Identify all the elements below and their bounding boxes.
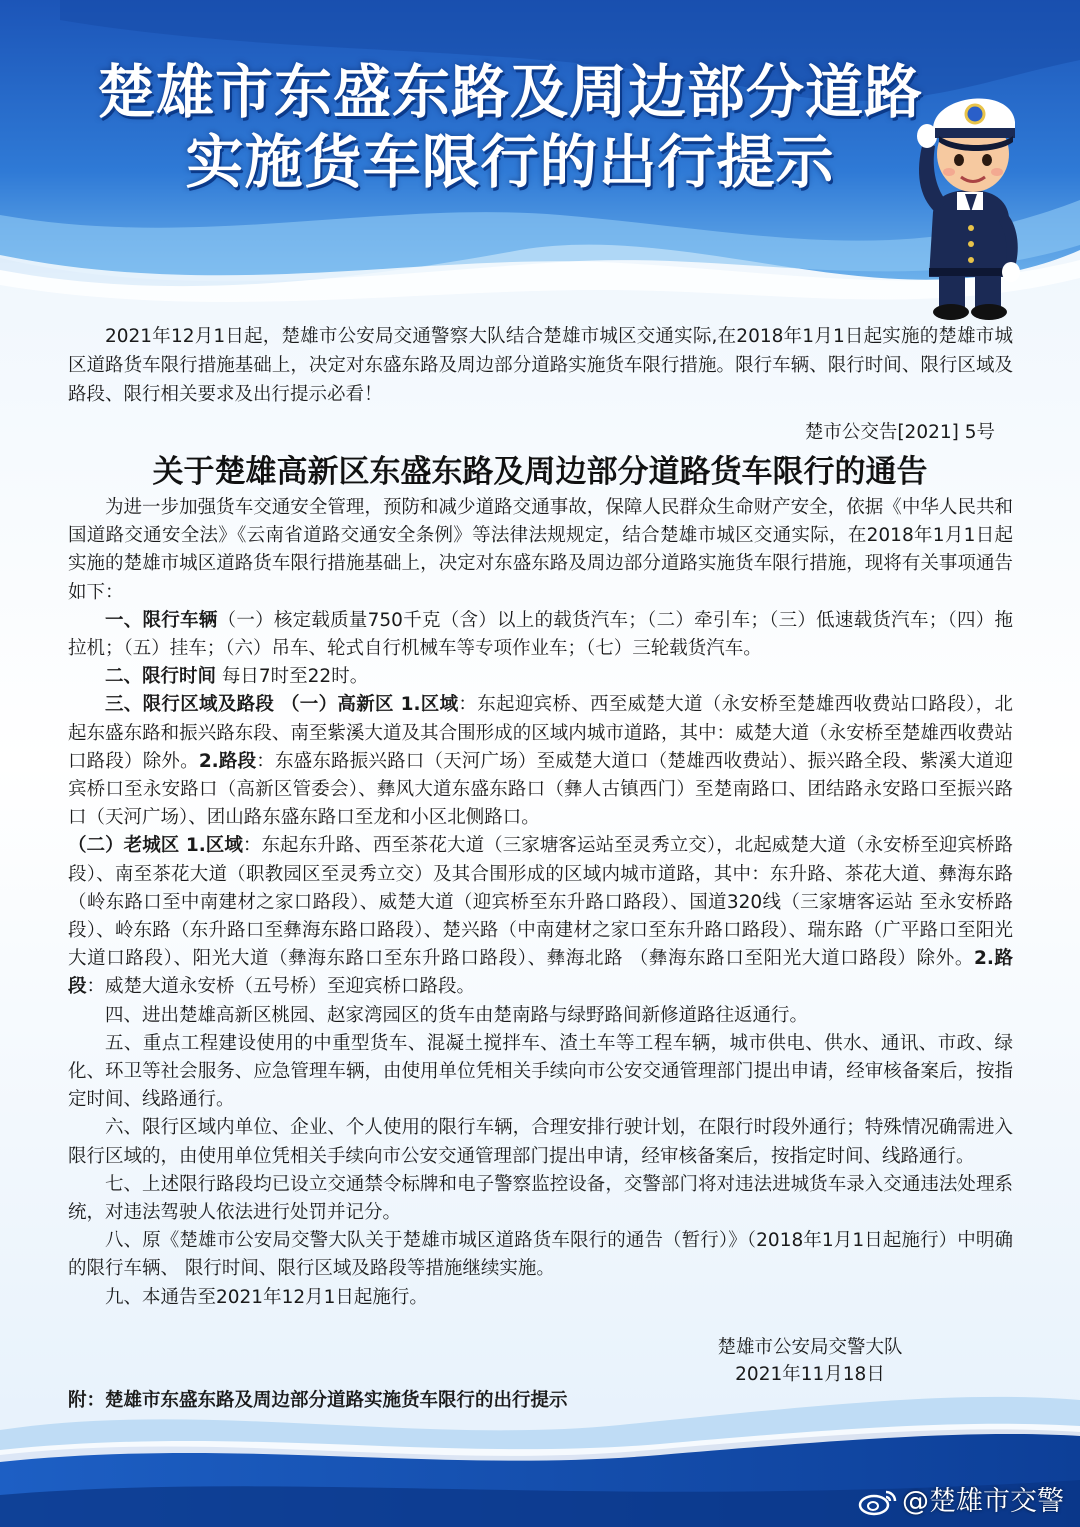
notice-body	[68, 494, 1013, 1312]
section-4: 四、进出楚雄高新区桃园、赵家湾园区的货车由楚南路与绿野路间新修道路往返通行。	[105, 1004, 809, 1026]
section-3	[68, 691, 1013, 832]
zone-2-area-text: ：东起东升路、西至茶花大道（三家塘客运站至灵秀立交），北起威楚大道（永安桥至迎宾桥路段）、南至茶花大道（职教园区至灵秀立交）及其合围形成的区域内城市道路，其中：东升路、茶花大道、彝海东路（岭东路口至中南建材之家口路段）、威楚大道（迎宾桥至东升路口路段）、国道320线（三家塘客运站 至永安桥路段）、岭东路（东升路口至彝海东路口路段）、楚兴路（中南建材之家口至东升路口路段）、瑞东路（广平路口至阳光大道口路段）、阳光大道（彝海东路口至东升路口路段）、彝海北路 （彝海东路口至阳光大道口路段）除外。	[68, 835, 1013, 970]
signature-date: 2021年11月18日	[735, 1364, 885, 1385]
section-3-heading: 三、限行区域及路段	[105, 694, 275, 716]
section-2-text: 每日7时至22时。	[216, 666, 369, 688]
section-1-heading: 一、限行车辆	[105, 609, 218, 631]
intro-paragraph: 2021年12月1日起，楚雄市公安局交通警察大队结合楚雄市城区交通实际,在2018年1月1日起实施的楚雄市城区道路货车限行措施基础上，决定对东盛东路及周边部分道路实施货车限行措施。限行车辆、限行时间、限行区域及路段、限行相关要求及出行提示必看！	[68, 326, 1013, 405]
zone-2-label: （二）老城区	[68, 835, 186, 857]
signature-block	[690, 1334, 930, 1388]
weibo-watermark	[858, 1482, 1073, 1522]
section-2	[68, 663, 1013, 691]
zone-1-area-text: ：东起迎宾桥、西至威楚大道（永安桥至楚雄西收费站口路段），北起东盛东路和振兴路东段、南至紫溪大道及其合围形成的区域内城市道路，其中：威楚大道（永安桥至楚雄西收费站口路段）除外。	[68, 694, 1013, 772]
zone-2-area-label: 1.区域	[185, 835, 243, 857]
zone-1-road-text: ：东盛东路振兴路口（天河广场）至威楚大道口（楚雄西收费站）、振兴路全段、紫溪大道迎宾桥口至永安路口（高新区管委会）、彝风大道东盛东路口（彝人古镇西门）至楚南路口、团结路永安路口至振兴路口（天河广场）、团山路东盛东路口至龙和小区北侧路口。	[68, 750, 1013, 829]
zone-1-area-label: 1.区域	[400, 694, 459, 716]
section-1-text: （一）核定载质量750千克（含）以上的载货汽车；（二）牵引车；（三）低速载货汽车；（四）拖拉机；（五）挂车；（六）吊车、轮式自行机械车等专项作业车；（七）三轮载货汽车。	[68, 609, 1013, 660]
section-9: 九、本通告至2021年12月1日起施行。	[105, 1286, 428, 1308]
preamble-paragraph: 为进一步加强货车交通安全管理，预防和减少道路交通事故，保障人民群众生命财产安全，依据《中华人民共和国道路交通安全法》《云南省道路交通安全条例》等法律法规规定，结合楚雄市城区交通实际，在2018年1月1日起实施的楚雄市城区道路货车限行措施基础上，决定对东盛东路及周边部分道路实施货车限行措施，现将有关事项通告如下：	[68, 497, 1013, 603]
watermark-text: @楚雄市交警	[902, 1486, 1064, 1517]
headline-line-2: 实施货车限行的出行提示	[185, 128, 835, 196]
headline-line-1: 楚雄市东盛东路及周边部分道路	[96, 58, 923, 126]
zone-2-road-text: ：威楚大道永安桥（五号桥）至迎宾桥口路段。	[86, 976, 476, 998]
document-number: 楚市公交告[2021] 5号	[804, 422, 995, 443]
zone-1-road-label: 2.路段	[198, 750, 257, 772]
section-3-zone-2	[68, 832, 1013, 1001]
attachment-note: 附：楚雄市东盛东路及周边部分道路实施货车限行的出行提示	[68, 1390, 568, 1411]
section-7: 七、上述限行路段均已设立交通禁令标牌和电子警察监控设备，交警部门将对违法进城货车录入交通违法处理系统，对违法驾驶人依法进行处罚并记分。	[68, 1173, 1013, 1224]
section-6: 六、限行区域内单位、企业、个人使用的限行车辆，合理安排行驶计划，在限行时段外通行；特殊情况确需进入限行区域的，由使用单位凭相关手续向市公安交通管理部门提出申请，经审核备案后，按指定时间、线路通行。	[68, 1117, 1013, 1167]
traffic-police-mascot	[905, 72, 1035, 322]
section-8: 八、原《楚雄市公安局交警大队关于楚雄市城区道路货车限行的通告（暂行）》（2018年1月1日起施行）中明确的限行车辆、 限行时间、限行区域及路段等措施继续实施。	[68, 1230, 1013, 1280]
section-5: 五、重点工程建设使用的中重型货车、混凝土搅拌车、渣土车等工程车辆，城市供电、供水、通讯、市政、绿化、环卫等社会服务、应急管理车辆，由使用单位凭相关手续向市公安交通管理部门提出申请，经审核备案后，按指定时间、线路通行。	[68, 1032, 1013, 1111]
zone-2-road-label: 2.路段	[68, 948, 1013, 998]
zone-1-label: （一）高新区	[274, 694, 401, 716]
section-1	[68, 607, 1013, 663]
signature-org: 楚雄市公安局交警大队	[717, 1337, 903, 1358]
notice-title: 关于楚雄高新区东盛东路及周边部分道路货车限行的通告	[152, 454, 928, 490]
section-2-heading: 二、限行时间	[105, 666, 217, 688]
weibo-logo-icon	[858, 1488, 898, 1516]
